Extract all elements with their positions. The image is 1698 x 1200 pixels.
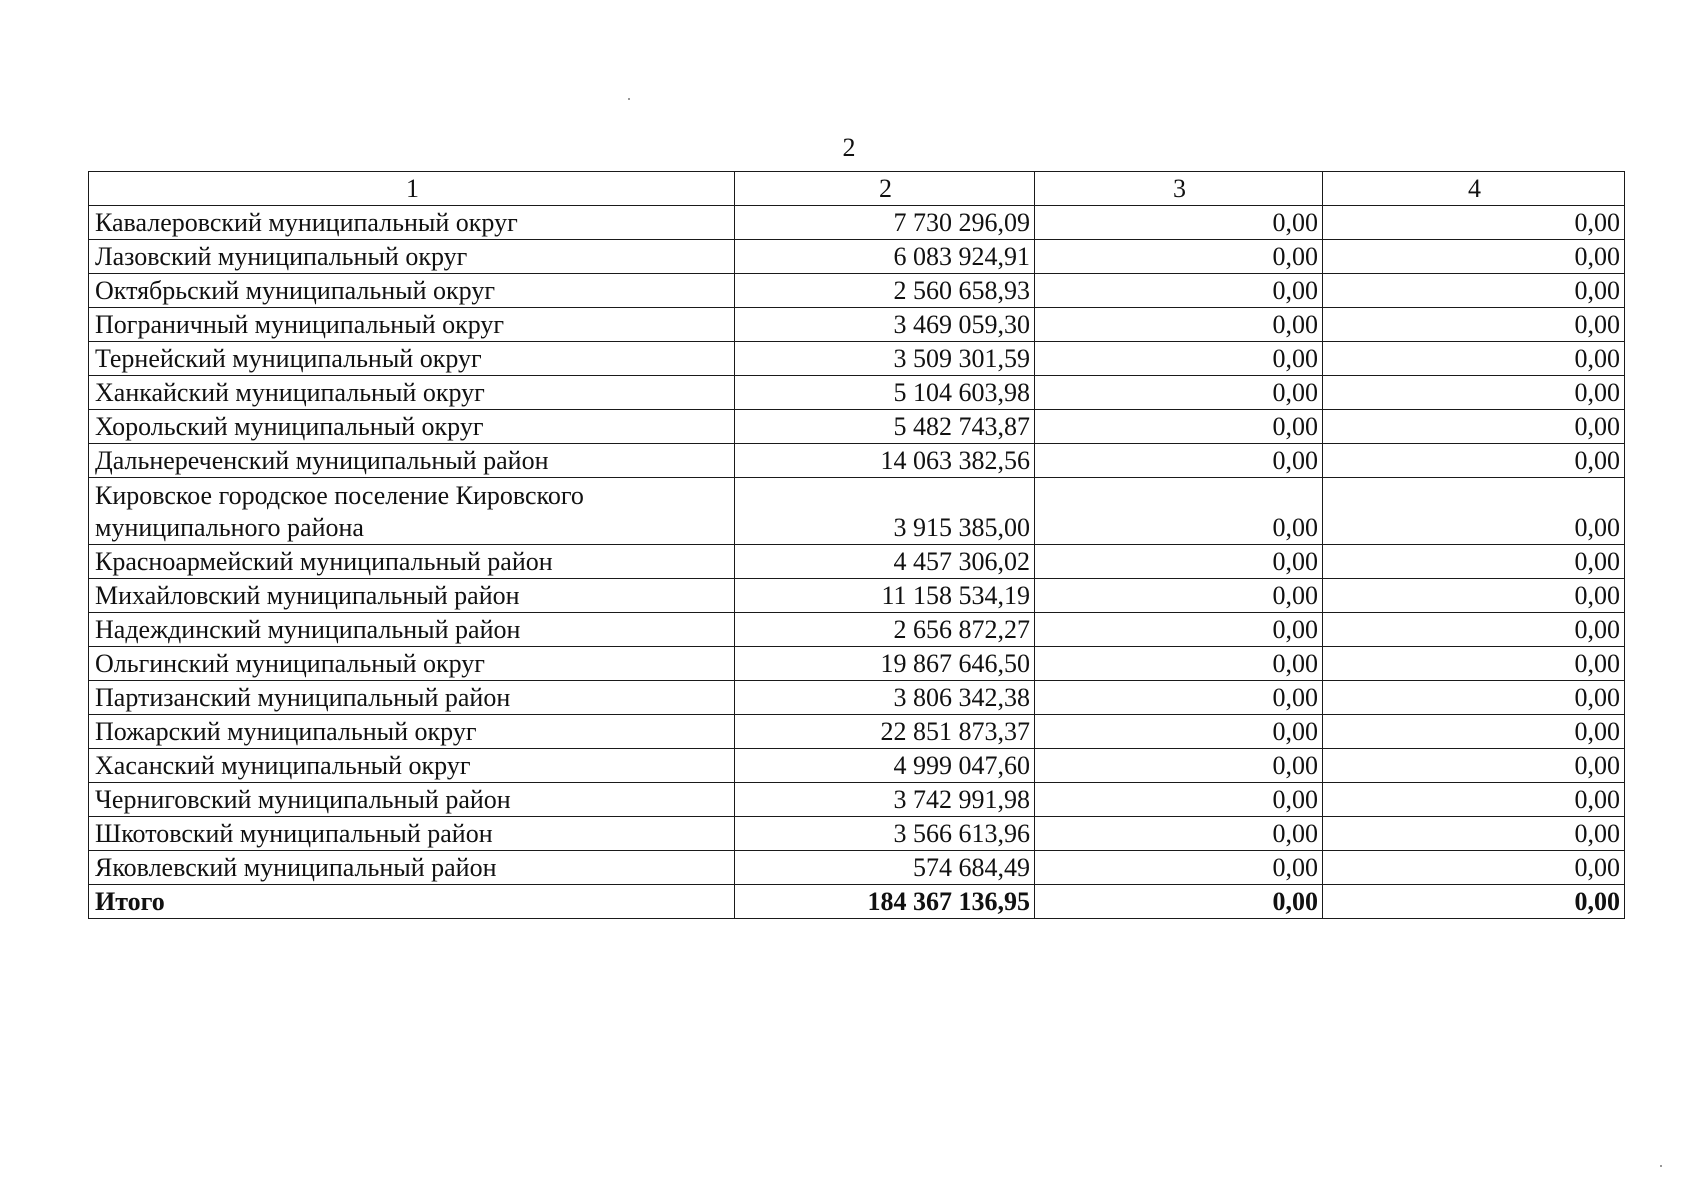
municipality-name: Пожарский муниципальный округ xyxy=(89,715,735,749)
municipality-name: Партизанский муниципальный район xyxy=(89,681,735,715)
table-row xyxy=(89,715,1625,749)
total-column-4: 0,00 xyxy=(1323,885,1625,919)
amount-column-3: 0,00 xyxy=(1035,376,1323,410)
amount-column-3: 0,00 xyxy=(1035,579,1323,613)
amount-column-3: 0,00 xyxy=(1035,783,1323,817)
amount-column-2: 6 083 924,91 xyxy=(735,240,1035,274)
amount-column-3: 0,00 xyxy=(1035,681,1323,715)
column-header-3: 3 xyxy=(1035,172,1323,206)
municipality-name: Пограничный муниципальный округ xyxy=(89,308,735,342)
municipality-name: Шкотовский муниципальный район xyxy=(89,817,735,851)
amount-column-3: 0,00 xyxy=(1035,851,1323,885)
amount-column-3: 0,00 xyxy=(1035,817,1323,851)
amount-column-2: 11 158 534,19 xyxy=(735,579,1035,613)
amount-column-4: 0,00 xyxy=(1323,478,1625,545)
municipality-name: Октябрьский муниципальный округ xyxy=(89,274,735,308)
scan-speck xyxy=(628,98,630,100)
amount-column-2: 19 867 646,50 xyxy=(735,647,1035,681)
municipality-name: Кавалеровский муниципальный округ xyxy=(89,206,735,240)
amount-column-3: 0,00 xyxy=(1035,342,1323,376)
page-number: 2 xyxy=(842,133,856,162)
amount-column-3: 0,00 xyxy=(1035,444,1323,478)
total-row xyxy=(89,885,1625,919)
amount-column-2: 574 684,49 xyxy=(735,851,1035,885)
amount-column-2: 3 806 342,38 xyxy=(735,681,1035,715)
amount-column-4: 0,00 xyxy=(1323,715,1625,749)
amount-column-4: 0,00 xyxy=(1323,783,1625,817)
table-row xyxy=(89,681,1625,715)
amount-column-3: 0,00 xyxy=(1035,647,1323,681)
municipality-name: Ольгинский муниципальный округ xyxy=(89,647,735,681)
municipality-name: Лазовский муниципальный округ xyxy=(89,240,735,274)
amount-column-4: 0,00 xyxy=(1323,308,1625,342)
amount-column-4: 0,00 xyxy=(1323,647,1625,681)
municipality-name: Хасанский муниципальный округ xyxy=(89,749,735,783)
amount-column-3: 0,00 xyxy=(1035,478,1323,545)
table-row xyxy=(89,817,1625,851)
amount-column-2: 7 730 296,09 xyxy=(735,206,1035,240)
table-row xyxy=(89,783,1625,817)
table-row xyxy=(89,274,1625,308)
municipality-name: Михайловский муниципальный район xyxy=(89,579,735,613)
amount-column-2: 4 999 047,60 xyxy=(735,749,1035,783)
amount-column-4: 0,00 xyxy=(1323,579,1625,613)
amount-column-2: 5 482 743,87 xyxy=(735,410,1035,444)
amount-column-2: 3 566 613,96 xyxy=(735,817,1035,851)
amount-column-4: 0,00 xyxy=(1323,410,1625,444)
amount-column-4: 0,00 xyxy=(1323,817,1625,851)
table-row xyxy=(89,240,1625,274)
table-row xyxy=(89,444,1625,478)
amount-column-4: 0,00 xyxy=(1323,545,1625,579)
amount-column-2: 3 469 059,30 xyxy=(735,308,1035,342)
amount-column-2: 3 915 385,00 xyxy=(735,478,1035,545)
amount-column-4: 0,00 xyxy=(1323,240,1625,274)
municipality-name: Тернейский муниципальный округ xyxy=(89,342,735,376)
total-label: Итого xyxy=(89,885,735,919)
table-row xyxy=(89,308,1625,342)
amount-column-4: 0,00 xyxy=(1323,376,1625,410)
amount-column-3: 0,00 xyxy=(1035,206,1323,240)
total-column-3: 0,00 xyxy=(1035,885,1323,919)
amount-column-3: 0,00 xyxy=(1035,274,1323,308)
table-row xyxy=(89,206,1625,240)
table-row xyxy=(89,851,1625,885)
amount-column-4: 0,00 xyxy=(1323,851,1625,885)
amount-column-3: 0,00 xyxy=(1035,545,1323,579)
municipality-name: Черниговский муниципальный район xyxy=(89,783,735,817)
amount-column-2: 3 742 991,98 xyxy=(735,783,1035,817)
amount-column-2: 2 656 872,27 xyxy=(735,613,1035,647)
table-row xyxy=(89,579,1625,613)
municipality-name: Дальнереченский муниципальный район xyxy=(89,444,735,478)
table-row xyxy=(89,376,1625,410)
amount-column-2: 5 104 603,98 xyxy=(735,376,1035,410)
amount-column-4: 0,00 xyxy=(1323,613,1625,647)
allocation-table xyxy=(88,171,1625,919)
amount-column-3: 0,00 xyxy=(1035,749,1323,783)
amount-column-4: 0,00 xyxy=(1323,274,1625,308)
amount-column-4: 0,00 xyxy=(1323,749,1625,783)
amount-column-2: 4 457 306,02 xyxy=(735,545,1035,579)
scan-speck xyxy=(1660,1165,1662,1167)
amount-column-3: 0,00 xyxy=(1035,715,1323,749)
amount-column-2: 22 851 873,37 xyxy=(735,715,1035,749)
municipality-name: Кировское городское поселение Кировского муниципального района xyxy=(89,478,735,545)
table-row xyxy=(89,749,1625,783)
amount-column-3: 0,00 xyxy=(1035,308,1323,342)
amount-column-4: 0,00 xyxy=(1323,681,1625,715)
table-row xyxy=(89,478,1625,545)
amount-column-4: 0,00 xyxy=(1323,342,1625,376)
column-header-1: 1 xyxy=(89,172,735,206)
column-header-4: 4 xyxy=(1323,172,1625,206)
amount-column-4: 0,00 xyxy=(1323,444,1625,478)
amount-column-3: 0,00 xyxy=(1035,410,1323,444)
municipality-name: Ханкайский муниципальный округ xyxy=(89,376,735,410)
amount-column-3: 0,00 xyxy=(1035,240,1323,274)
municipality-name: Яковлевский муниципальный район xyxy=(89,851,735,885)
amount-column-2: 14 063 382,56 xyxy=(735,444,1035,478)
table-row xyxy=(89,410,1625,444)
amount-column-3: 0,00 xyxy=(1035,613,1323,647)
table-row xyxy=(89,342,1625,376)
municipality-name: Хорольский муниципальный округ xyxy=(89,410,735,444)
municipality-name: Надеждинский муниципальный район xyxy=(89,613,735,647)
table-row xyxy=(89,647,1625,681)
amount-column-2: 2 560 658,93 xyxy=(735,274,1035,308)
amount-column-2: 3 509 301,59 xyxy=(735,342,1035,376)
total-column-2: 184 367 136,95 xyxy=(735,885,1035,919)
column-number-header-row xyxy=(89,172,1625,206)
column-header-2: 2 xyxy=(735,172,1035,206)
amount-column-4: 0,00 xyxy=(1323,206,1625,240)
table-row xyxy=(89,545,1625,579)
municipality-name: Красноармейский муниципальный район xyxy=(89,545,735,579)
table-row xyxy=(89,613,1625,647)
